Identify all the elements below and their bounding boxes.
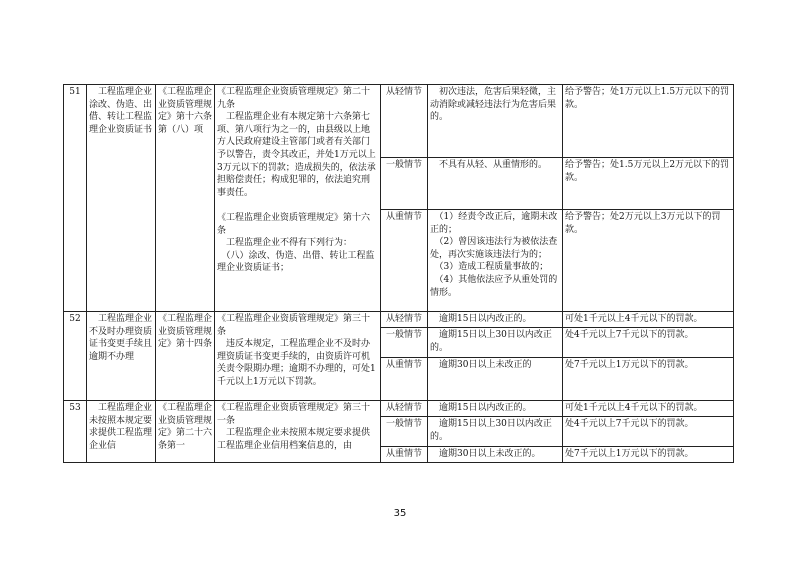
circumstance-description: 逾期15日以内改正的。 — [428, 312, 563, 328]
circumstance-description: 逾期30日以上未改正的。 — [428, 447, 563, 463]
violation-subject: 工程监理企业不及时办理资质证书变更手续且逾期不办理 — [87, 312, 156, 401]
page-number: 35 — [393, 508, 407, 519]
table-row — [64, 85, 734, 158]
penalty-standard: 给予警告；处1.5万元以上2万元以下的罚款。 — [563, 158, 734, 210]
penalty-standard: 处7千元以上1万元以下的罚款。 — [563, 447, 734, 463]
circumstance-description: 逾期15日以上30日以内改正的。 — [428, 328, 563, 358]
circumstance-description: 逾期15日以上30日以内改正的。 — [428, 417, 563, 447]
penalty-provision: 《工程监理企业资质管理规定》第三十条 违反本规定，工程监理企业不及时办理资质证书变更手续的，由资质许可机关责令限期办理；逾期不办理的，可处1千元以上1万元以下罚款。 — [215, 312, 381, 401]
legal-basis: 《工程监理企业资质管理规定》第十四条 — [156, 312, 215, 401]
row-number: 52 — [64, 312, 87, 401]
circumstance-description: 初次违法，危害后果轻微，主动消除或减轻违法行为危害后果的。 — [428, 85, 563, 158]
legal-basis: 《工程监理企业资质管理规定》第十六条第（八）项 — [156, 85, 215, 312]
circumstance-level: 从轻情节 — [381, 312, 428, 328]
circumstance-level: 从重情节 — [381, 447, 428, 463]
penalty-standard: 处4千元以上7千元以下的罚款。 — [563, 328, 734, 358]
violation-subject: 工程监理企业涂改、伪造、出借、转让工程监理企业资质证书 — [87, 85, 156, 312]
table-row — [64, 312, 734, 328]
penalty-provision: 《工程监理企业资质管理规定》第二十九条 工程监理企业有本规定第十六条第七项、第八项行为之一的，由县级以上地方人民政府建设主管部门或者有关部门予以警告，责令其改正，并处1万元以上3万元以下的罚款；造成损失的，依法承担赔偿责任；构成犯罪的，依法追究刑事责任。 《工程监理企业资质管理规定》第十六条 工程监理企业不得有下列行为： （八）涂改、伪造、出借、转让工程监理企业资质证书； — [215, 85, 381, 312]
penalty-standard: 处7千元以上1万元以下的罚款。 — [563, 358, 734, 401]
table-row — [64, 401, 734, 417]
penalty-standard: 给予警告；处2万元以上3万元以下的罚款。 — [563, 210, 734, 312]
row-number: 51 — [64, 85, 87, 312]
row-number: 53 — [64, 401, 87, 463]
circumstance-level: 从重情节 — [381, 358, 428, 401]
circumstance-description: 逾期30日以上未改正的 — [428, 358, 563, 401]
circumstance-level: 从轻情节 — [381, 401, 428, 417]
circumstance-level: 一般情节 — [381, 158, 428, 210]
penalty-standard: 可处1千元以上4千元以下的罚款。 — [563, 401, 734, 417]
circumstance-description: （1）经责令改正后，逾期未改正的； （2）曾因该违法行为被依法查处，再次实施该违法行为的； （3）造成工程质量事故的； （4）其他依法应予从重处罚的情形。 — [428, 210, 563, 312]
circumstance-description: 不具有从轻、从重情形的。 — [428, 158, 563, 210]
circumstance-level: 一般情节 — [381, 417, 428, 447]
penalty-standard: 可处1千元以上4千元以下的罚款。 — [563, 312, 734, 328]
circumstance-level: 从轻情节 — [381, 85, 428, 158]
circumstance-description: 逾期15日以内改正的。 — [428, 401, 563, 417]
penalty-discretion-table — [63, 84, 734, 463]
circumstance-level: 一般情节 — [381, 328, 428, 358]
penalty-standard: 给予警告；处1万元以上1.5万元以下的罚款。 — [563, 85, 734, 158]
circumstance-level: 从重情节 — [381, 210, 428, 312]
penalty-standard: 处4千元以上7千元以下的罚款。 — [563, 417, 734, 447]
penalty-provision: 《工程监理企业资质管理规定》第三十一条 工程监理企业未按照本规定要求提供工程监理企业信用档案信息的，由 — [215, 401, 381, 463]
violation-subject: 工程监理企业未按照本规定要求提供工程监理企业信 — [87, 401, 156, 463]
legal-basis: 《工程监理企业资质管理规定》第二十六条第一 — [156, 401, 215, 463]
